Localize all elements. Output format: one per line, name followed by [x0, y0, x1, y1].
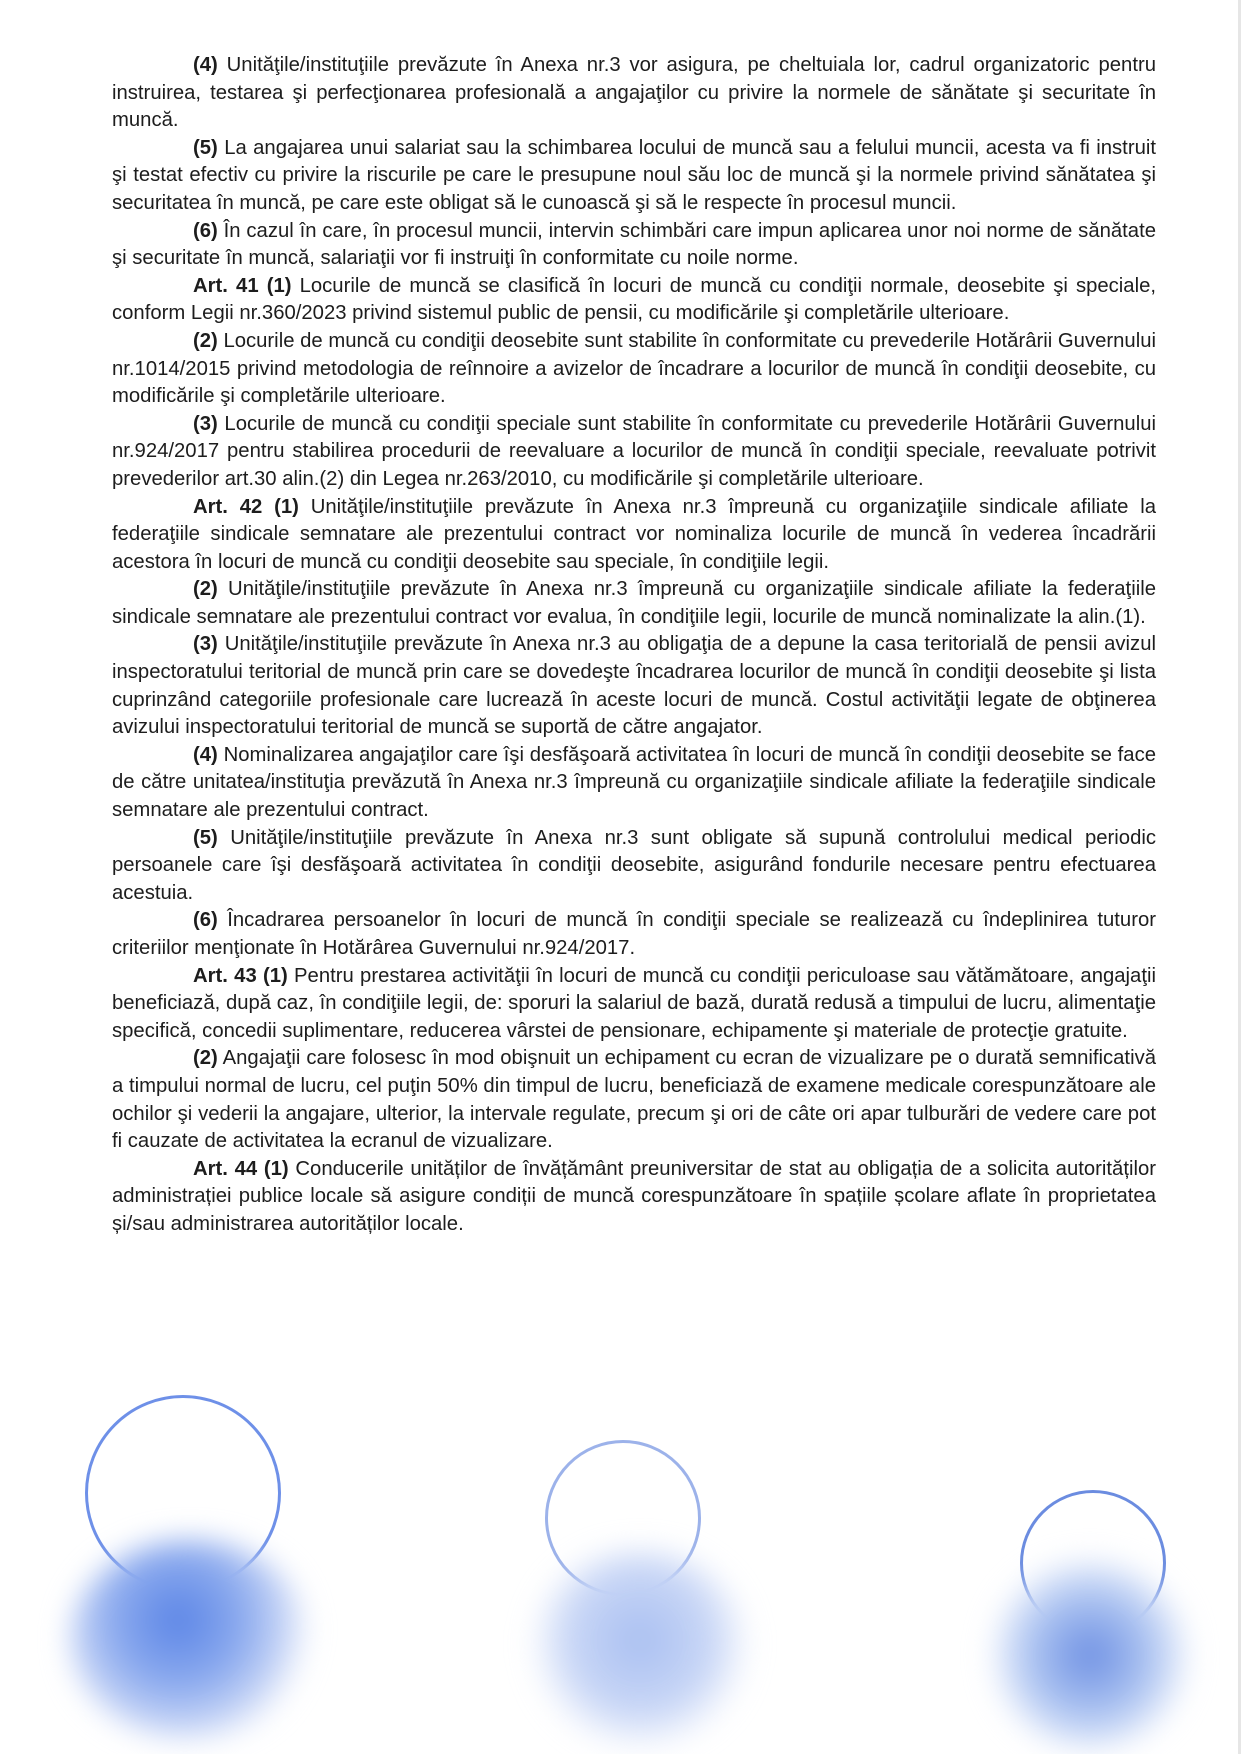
paragraph-lead: Art. 41 (1) [193, 274, 292, 297]
paragraph-text: Unităţile/instituţiile prevăzute în Anexa nr.3 sunt obligate să supună controlului medical periodic persoanele care îşi desfăşoară activitatea în condiţii deosebite, asigurând fondurile necesare pentru efectuarea acestuia. [112, 826, 1156, 904]
paragraph-text: Unităţile/instituţiile prevăzute în Anexa nr.3 împreună cu organizaţiile sindicale afiliate la federaţiile sindicale semnatare ale prezentului contract vor nominaliza locurile de muncă în vederea încadrării acestora în locuri de muncă cu condiţii deosebite sau speciale, în condiţiile legii. [112, 495, 1157, 573]
paragraph-lead: Art. 42 (1) [193, 495, 299, 518]
paragraph-lead: Art. 43 (1) [193, 964, 288, 987]
paragraph-text: Unităţile/instituţiile prevăzute în Anexa nr.3 împreună cu organizaţiile sindicale afiliate la federaţiile sindicale semnatare ale prezentului contract vor evalua, în condiţiile legii, locurile de muncă nominalizate la alin.(1). [112, 578, 1156, 628]
paragraph-text: În cazul în care, în procesul muncii, intervin schimbări care impun aplicarea unor noi norme de sănătate şi securitate în muncă, salariaţii vor fi instruiţi în conformitate cu noile norme. [112, 219, 1156, 270]
paragraph [112, 52, 1156, 135]
paragraph [112, 576, 1156, 631]
paragraph-lead: (2) [193, 1047, 218, 1070]
paragraph-text: Locurile de muncă se clasifică în locuri de muncă cu condiţii normale, deosebite şi speciale, conform Legii nr.360/2023 privind sistemul public de pensii, cu modificările şi completările ulterioare. [112, 274, 1157, 325]
paragraph-text: Locurile de muncă cu condiţii speciale sunt stabilite în conformitate cu prevederile Hotărârii Guvernului nr.924/2017 pentru stabilirea procedurii de reevaluare a locurilor de muncă în condiţii speciale, reevaluate potrivit prevederilor art.30 alin.(2) din Legea nr.263/2010, cu modificările şi completările ulterioare. [112, 412, 1156, 490]
paragraph-text: Pentru prestarea activităţii în locuri de muncă cu condiţii periculoase sau vătămătoare, angajaţii beneficiază, după caz, în condiţiile legii, de: sporuri la salariul de bază, durată redusă a timpului de lucru, alimentaţie specifică, concedii suplimentare, reducerea vârstei de pensionare, echipamente şi materiale de protecţie gratuite. [112, 964, 1156, 1042]
paragraph [112, 1156, 1156, 1239]
paragraph [112, 1045, 1156, 1155]
paragraph [112, 963, 1156, 1046]
paragraph-text: Locurile de muncă cu condiţii deosebite sunt stabilite în conformitate cu prevederile Hotărârii Guvernului nr.1014/2015 privind metodologia de reînnoire a avizelor de încadrare a locurilor de muncă în condiţii deosebite, cu modificările şi completările ulterioare. [112, 329, 1156, 408]
paragraph-lead: (2) [193, 578, 218, 601]
paragraph [112, 631, 1156, 741]
paragraph [112, 328, 1156, 411]
stamp-left [70, 1540, 310, 1740]
paragraph-text: Unităţile/instituţiile prevăzute în Anexa nr.3 au obligaţia de a depune la casa teritorială de pensii avizul inspectoratului teritorial de muncă prin care se dovedeşte încadrarea locurilor de muncă în condiţii deosebite şi lista cuprinzând categoriile profesionale care lucrează în aceste locuri de muncă. Costul activităţii legate de obţinerea avizului inspectoratului teritorial de muncă se suportă de către angajator. [112, 633, 1156, 739]
paragraph-lead: (3) [193, 633, 218, 656]
paragraph [112, 907, 1156, 962]
paragraph [112, 825, 1156, 908]
paragraph [112, 411, 1156, 494]
paragraph-text: Unităţile/instituţiile prevăzute în Anexa nr.3 vor asigura, pe cheltuiala lor, cadrul organizatoric pentru instruirea, testarea şi perfecţionarea profesională a angajaţilor cu privire la normele de sănătate şi securitate în muncă. [112, 54, 1156, 132]
paragraph [112, 135, 1156, 218]
paragraph [112, 273, 1156, 328]
paragraph-text: Angajaţii care folosesc în mod obişnuit un echipament cu ecran de vizualizare pe o durată semnificativă a timpului normal de lucru, cel puţin 50% din timpul de lucru, beneficiază de examene medicale corespunzătoare ale ochilor şi vederii la angajare, ulterior, la intervale regulate, precum şi ori de câte ori apar tulburări de vedere care pot fi cauzate de activitatea la ecranul de vizualizare. [112, 1047, 1156, 1153]
paragraph-text: Încadrarea persoanelor în locuri de muncă în condiţii speciale se realizează cu îndeplinirea tuturor criteriilor menţionate în Hotărârea Guvernului nr.924/2017. [112, 909, 1156, 959]
paragraph-text: Nominalizarea angajaţilor care îşi desfăşoară activitatea în locuri de muncă în condiţii deosebite se face de către unitatea/instituţia prevăzută în Anexa nr.3 împreună cu organizaţiile sindicale afiliate la federaţiile sindicale semnatare ale prezentului contract. [112, 743, 1156, 822]
paragraph-lead: (2) [193, 329, 218, 352]
paragraph-lead: (6) [193, 909, 218, 932]
paragraph-lead: (5) [193, 136, 218, 159]
paragraph-text: La angajarea unui salariat sau la schimbarea locului de muncă sau a felului muncii, acesta va fi instruit şi testat efectiv cu privire la riscurile pe care le presupune noul său loc de muncă şi la normele privind sănătatea şi securitatea în muncă, pe care este obligat să le cunoască şi să le respecte în procesul muncii. [112, 136, 1156, 214]
paragraph-lead: (4) [193, 743, 218, 766]
paragraph [112, 218, 1156, 273]
paragraph [112, 742, 1156, 825]
paragraph-lead: (3) [193, 412, 218, 435]
paragraph-lead: (6) [193, 219, 218, 242]
paragraph-lead: Art. 44 (1) [193, 1157, 289, 1180]
stamp-center [530, 1550, 750, 1750]
paragraph-lead: (5) [193, 826, 218, 849]
paragraph-lead: (4) [193, 54, 218, 76]
paragraph-text: Conducerile unităților de învățământ preuniversitar de stat au obligația de a solicita autorităților administrației publice locale să asigure condiții de muncă corespunzătoare în spațiile școlare aflate în proprietatea și/sau administrarea autorităților locale. [112, 1157, 1156, 1235]
paragraph [112, 494, 1156, 577]
document-body [112, 52, 1156, 1239]
stamp-right [990, 1560, 1190, 1750]
